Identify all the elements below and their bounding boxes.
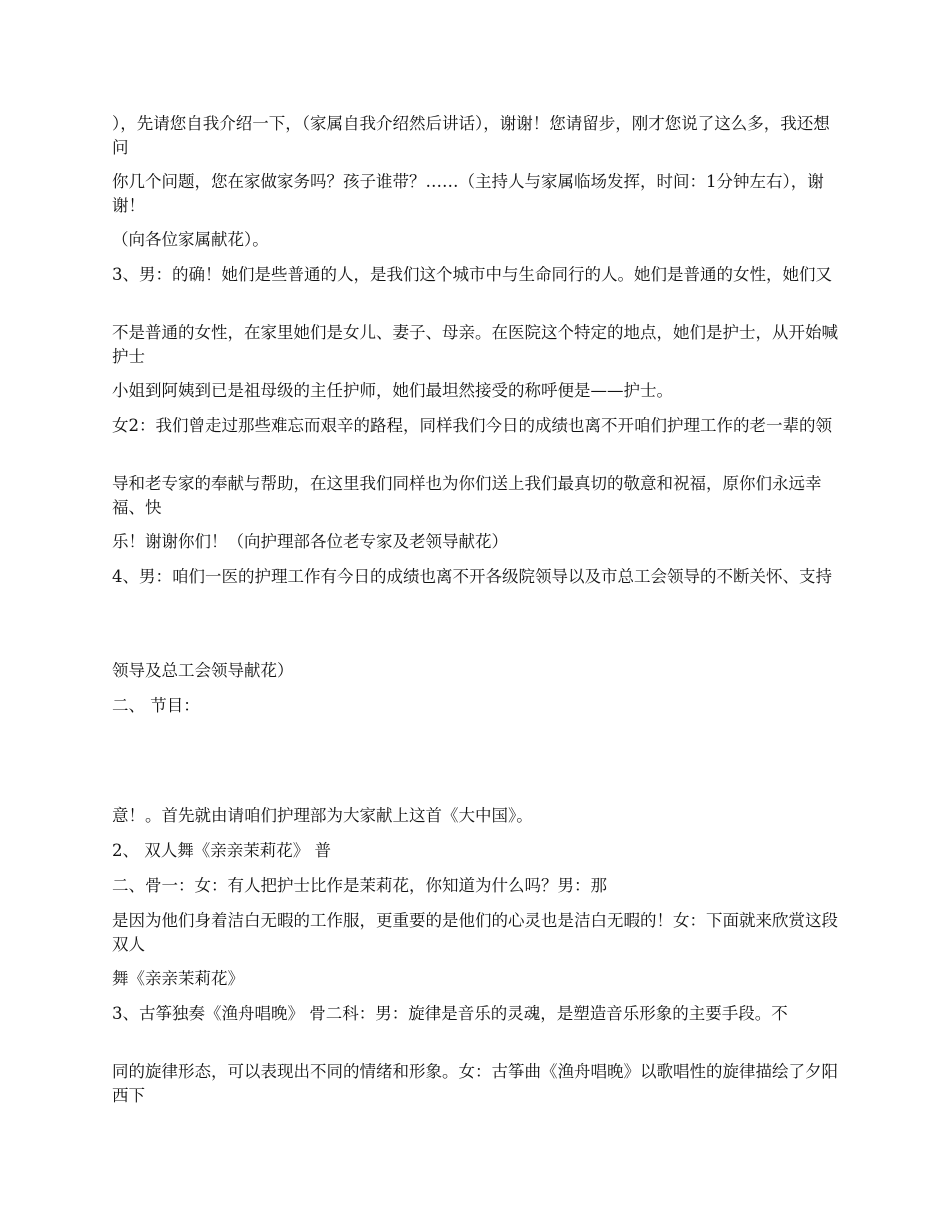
paragraph: 意！。首先就由请咱们护理部为大家献上这首《大中国》。: [112, 806, 533, 825]
paragraph: 领导及总工会领导献花）: [112, 661, 294, 680]
paragraph: 小姐到阿姨到已是祖母级的主任护师，她们最坦然接受的称呼便是——护士。: [112, 381, 673, 400]
paragraph: 3、古筝独奏《渔舟唱晚》 骨二科：男：旋律是音乐的灵魂，是塑造音乐形象的主要手段。不: [112, 1004, 788, 1023]
paragraph: 女2：我们曾走过那些难忘而艰辛的路程，同样我们今日的成绩也离不开咱们护理工作的老一辈的领: [112, 416, 832, 435]
paragraph: ），先请您自我介绍一下，（家属自我介绍然后讲话），谢谢！您请留步，刚才您说了这么多，我还想问: [112, 114, 830, 157]
paragraph: 是因为他们身着洁白无暇的工作服，更重要的是他们的心灵也是洁白无暇的！女：下面就来欣赏这段双人: [112, 911, 838, 954]
paragraph: 乐！谢谢你们！（向护理部各位老专家及老领导献花）: [112, 532, 508, 551]
paragraph: 导和老专家的奉献与帮助，在这里我们同样也为你们送上我们最真切的敬意和祝福，原你们永远幸福、快: [112, 474, 822, 517]
paragraph: 二、 节目：: [112, 696, 200, 715]
paragraph: 不是普通的女性，在家里她们是女儿、妻子、母亲。在医院这个特定的地点，她们是护士，从开始喊护士: [112, 323, 838, 366]
paragraph: 2、 双人舞《亲亲茉莉花》 普: [112, 841, 331, 860]
paragraph: 你几个问题，您在家做家务吗？孩子谁带？……（主持人与家属临场发挥，时间：1分钟左右），谢谢！: [112, 172, 824, 215]
paragraph: 二、骨一：女：有人把护士比作是茉莉花，你知道为什么吗？男：那: [112, 876, 607, 895]
paragraph: 舞《亲亲茉莉花》: [112, 969, 244, 988]
paragraph: 3、男：的确！她们是些普通的人，是我们这个城市中与生命同行的人。她们是普通的女性，她们又: [112, 265, 832, 284]
paragraph: （向各位家属献花）。: [112, 230, 269, 249]
paragraph: 同的旋律形态，可以表现出不同的情绪和形象。女：古筝曲《渔舟唱晚》以歌唱性的旋律描绘了夕阳西下: [112, 1062, 838, 1105]
paragraph: 4、男：咱们一医的护理工作有今日的成绩也离不开各级院领导以及市总工会领导的不断关怀、支持: [112, 567, 832, 586]
